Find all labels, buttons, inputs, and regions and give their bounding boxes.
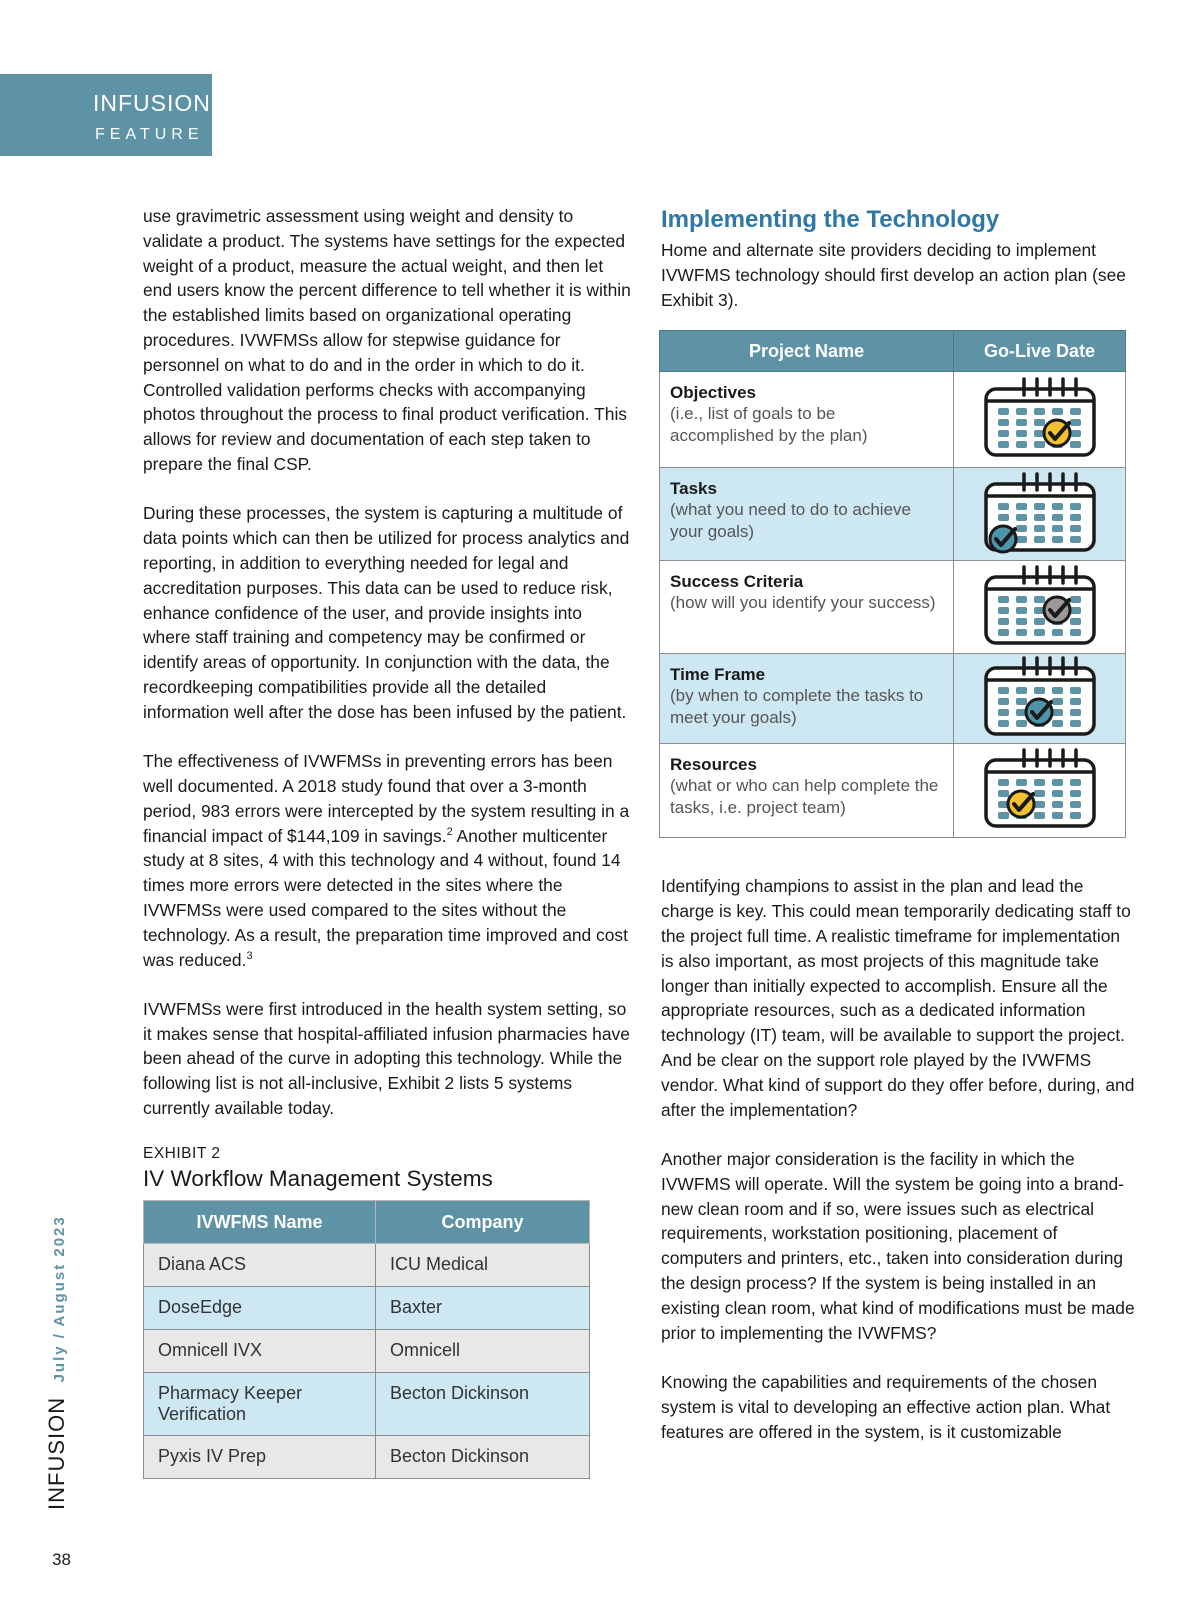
plan-name: Tasks <box>670 479 717 499</box>
table-header: IVWFMS Name <box>144 1201 376 1244</box>
plan-desc: (what you need to do to achieve your goals) <box>670 500 911 542</box>
table-cell: Becton Dickinson <box>376 1436 590 1479</box>
plan-icon-cell <box>954 561 1126 654</box>
table-row <box>144 1373 590 1436</box>
header-logo: INFUSION <box>93 90 211 116</box>
plan-cell <box>660 468 954 561</box>
header-section-label: FEATURE <box>95 126 204 143</box>
plan-cell <box>660 654 954 744</box>
table-header: Project Name <box>660 331 954 372</box>
header-badge <box>0 74 212 156</box>
plan-row <box>660 561 1126 654</box>
table-cell: Becton Dickinson <box>376 1373 590 1436</box>
plan-name: Resources <box>670 755 757 775</box>
paragraph: Identifying champions to assist in the plan and lead the charge is key. This could mean temporarily dedicating staff to the project full time. A realistic timeframe for implementation is also important, as most projects of this magnitude take longer than initially expected to accomplish. Ensure all the appropriate resources, such as a dedicated information technology (IT) team, will be available to support the project. And be clear on the support role played by the IVWFMS vendor. What kind of support do they offer before, during, and after the implementation? <box>661 876 1135 1120</box>
table-row <box>144 1436 590 1479</box>
table-row <box>144 1330 590 1373</box>
action-plan-table <box>659 330 1126 838</box>
calendar-check-icon <box>980 746 1100 830</box>
paragraph: use gravimetric assessment using weight and density to validate a product. The systems have settings for the expected weight of a product, measure the actual weight, and then let end users know the percent difference to tell whether it is within the established limits based on organizational operating procedures. IVWFMSs allow for stepwise guidance for personnel on what to do and in the order in which to do it. Controlled validation performs checks with accompanying photos throughout the process to final product verification. This allows for review and documentation of each step taken to prepare the final CSP. <box>143 206 631 474</box>
plan-icon-cell <box>954 654 1126 744</box>
paragraph: During these processes, the system is capturing a multitude of data points which can then be utilized for process analytics and reporting, in addition to everything needed for legal and accreditation purposes. This data can be used to reduce risk, enhance confidence of the user, and provide insights into where staff training and competency may be confirmed or identify areas of opportunity. In conjunction with the data, the recordkeeping compatibilities provide all the detailed information well after the dose has been infused by the patient. <box>143 503 630 722</box>
paragraph-text: Another multicenter study at 8 sites, 4 with this technology and 4 without, found 14 times more errors were detected in the sites where the IVWFMSs were used compared to the sites without the technology. As a result, the preparation time improved and cost was reduced. <box>143 825 628 970</box>
paragraph-text: The effectiveness of IVWFMSs in preventing errors has been well documented. A 2018 study found that over a 3-month period, 983 errors were intercepted by the system resulting in a financial impact of $144,109 in savings. <box>143 751 630 846</box>
plan-icon-cell <box>954 744 1126 838</box>
plan-icon-cell <box>954 372 1126 468</box>
footer-logo: INFUSION <box>44 1396 69 1510</box>
exhibit-title: IV Workflow Management Systems <box>143 1166 493 1192</box>
table-cell: Diana ACS <box>144 1244 376 1287</box>
paragraph: Home and alternate site providers deciding to implement IVWFMS technology should first develop an action plan (see Exhibit 3). <box>661 240 1126 310</box>
exhibit-label: EXHIBIT 2 <box>143 1145 221 1163</box>
calendar-check-icon <box>980 470 1100 554</box>
plan-desc: (i.e., list of goals to be accomplished by the plan) <box>670 404 868 446</box>
plan-name: Success Criteria <box>670 572 804 592</box>
paragraph: IVWFMSs were first introduced in the health system setting, so it makes sense that hospital-affiliated infusion pharmacies have been ahead of the curve in adopting this technology. While the following list is not all-inclusive, Exhibit 2 lists 5 systems currently available today. <box>143 998 630 1119</box>
plan-name: Time Frame <box>670 665 766 685</box>
plan-desc: (by when to complete the tasks to meet your goals) <box>670 686 924 728</box>
calendar-check-icon <box>980 654 1100 738</box>
table-cell: DoseEdge <box>144 1287 376 1330</box>
calendar-check-icon <box>980 563 1100 647</box>
right-column <box>661 206 1136 1469</box>
table-header: Go-Live Date <box>954 331 1126 372</box>
table-row <box>144 1244 590 1287</box>
citation: 2 <box>446 825 453 838</box>
left-column <box>143 204 633 1479</box>
plan-row <box>660 654 1126 744</box>
side-footer <box>44 1215 70 1510</box>
table-row <box>144 1287 590 1330</box>
page-number: 38 <box>52 1550 71 1569</box>
plan-cell <box>660 372 954 468</box>
table-cell: Baxter <box>376 1287 590 1330</box>
plan-row <box>660 372 1126 468</box>
paragraph: Another major consideration is the facility in which the IVWFMS will operate. Will the system be going into a brand-new clean room and if so, were issues such as electrical requirements, workstation positioning, placement of computers and printers, etc., taken into consideration during the design process? If the system is being installed in an existing clean room, what kind of modifications must be made prior to implementing the IVWFMS? <box>661 1148 1135 1343</box>
table-cell: Omnicell <box>376 1330 590 1373</box>
table-cell: ICU Medical <box>376 1244 590 1287</box>
section-title: Implementing the Technology <box>661 206 1000 233</box>
plan-cell <box>660 561 954 654</box>
plan-row <box>660 744 1126 838</box>
paragraph: Knowing the capabilities and requirements of the chosen system is vital to developing an effective action plan. What features are offered in the system, is it customizable <box>661 1371 1111 1442</box>
plan-desc: (how will you identify your success) <box>670 593 936 613</box>
table-cell: Omnicell IVX <box>144 1330 376 1373</box>
table-cell: Pharmacy Keeper Verification <box>144 1373 376 1436</box>
plan-name: Objectives <box>670 383 756 403</box>
calendar-check-icon <box>980 375 1100 459</box>
plan-desc: (what or who can help complete the tasks, i.e. project team) <box>670 776 939 818</box>
issue-date: July / August 2023 <box>51 1215 68 1383</box>
plan-icon-cell <box>954 468 1126 561</box>
table-cell: Pyxis IV Prep <box>144 1436 376 1479</box>
table-header: Company <box>376 1201 590 1244</box>
plan-row <box>660 468 1126 561</box>
citation: 3 <box>246 949 253 962</box>
paragraph <box>143 749 633 972</box>
ivwfms-table <box>143 1200 590 1479</box>
plan-cell <box>660 744 954 838</box>
